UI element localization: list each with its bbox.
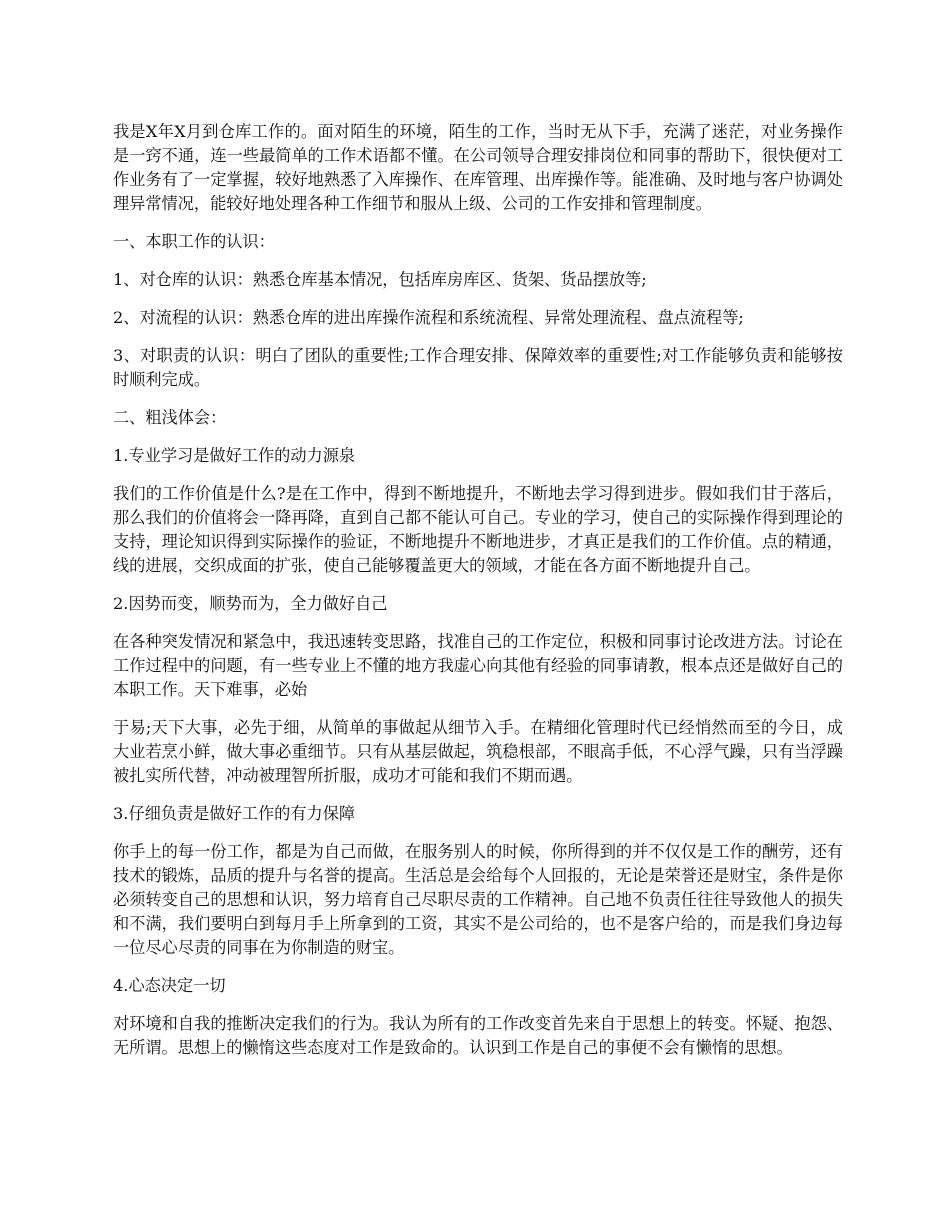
paragraph-details: 于易;天下大事，必先于细，从简单的事做起从细节入手。在精细化管理时代已经悄然而至的今日，成大业若烹小鲜，做大事必重细节。只有从基层做起，筑稳根部，不眼高手低，不心浮气躁，只有当浮躁被扎实所代替，冲动被理智所折服，成功才可能和我们不期而遇。 [113, 718, 843, 785]
intro-paragraph: 我是X年X月到仓库工作的。面对陌生的环境，陌生的工作，当时无从下手，充满了迷茫，对业务操作是一窍不通，连一些最简单的工作术语都不懂。在公司领导合理安排岗位和同事的帮助下，很快便对工作业务有了一定掌握，较好地熟悉了入库操作、在库管理、出库操作等。能准确、及时地与客户协调处理异常情况，能较好地处理各种工作细节和服从上级、公司的工作安排和管理制度。 [113, 122, 843, 213]
paragraph-adapt: 在各种突发情况和紧急中，我迅速转变思路，找准自己的工作定位，积极和同事讨论改进方法。讨论在工作过程中的问题，有一些专业上不懂的地方我虚心向其他有经验的同事请教，根本点还是做好自己的本职工作。天下难事，必始 [113, 632, 843, 699]
paragraph-responsibility: 你手上的每一份工作，都是为自己而做，在服务别人的时候，你所得到的并不仅仅是工作的酬劳，还有技术的锻炼，品质的提升与名誉的提高。生活总是会给每个人回报的，无论是荣誉还是财宝，条件是你必须转变自己的思想和认识，努力培育自己尽职尽责的工作精神。自己地不负责任往往导致他人的损失和不满，我们要明白到每月手上所拿到的工资，其实不是公司给的，也不是客户给的，而是我们身边每一位尽心尽责的同事在为你制造的财宝。 [113, 842, 843, 957]
section-heading-1: 一、本职工作的认识： [113, 232, 275, 251]
section-heading-2: 二、粗浅体会： [113, 408, 227, 427]
list-item-duty: 3、对职责的认识：明白了团队的重要性;工作合理安排、保障效率的重要性;对工作能够负责和能够按时顺利完成。 [113, 346, 843, 389]
subheading-2: 2.因势而变，顺势而为，全力做好自己 [113, 594, 388, 613]
list-item-process: 2、对流程的认识：熟悉仓库的进出库操作流程和系统流程、异常处理流程、盘点流程等; [113, 308, 744, 327]
subheading-1: 1.专业学习是做好工作的动力源泉 [113, 446, 356, 465]
document-body [113, 120, 843, 1074]
paragraph-attitude: 对环境和自我的推断决定我们的行为。我认为所有的工作改变首先来自于思想上的转变。怀疑、抱怨、无所谓。思想上的懒惰这些态度对工作是致命的。认识到工作是自己的事便不会有懒惰的思想。 [113, 1014, 843, 1057]
paragraph-study: 我们的工作价值是什么?是在工作中，得到不断地提升，不断地去学习得到进步。假如我们甘于落后，那么我们的价值将会一降再降，直到自己都不能认可自己。专业的学习，使自己的实际操作得到理论的支持，理论知识得到实际操作的验证，不断地提升不断地进步，才真正是我们的工作价值。点的精通，线的进展，交织成面的扩张，使自己能够覆盖更大的领域，才能在各方面不断地提升自己。 [113, 484, 843, 575]
subheading-3: 3.仔细负责是做好工作的有力保障 [113, 804, 356, 823]
subheading-4: 4.心态决定一切 [113, 976, 226, 995]
list-item-warehouse: 1、对仓库的认识：熟悉仓库基本情况，包括库房库区、货架、货品摆放等; [113, 270, 647, 289]
